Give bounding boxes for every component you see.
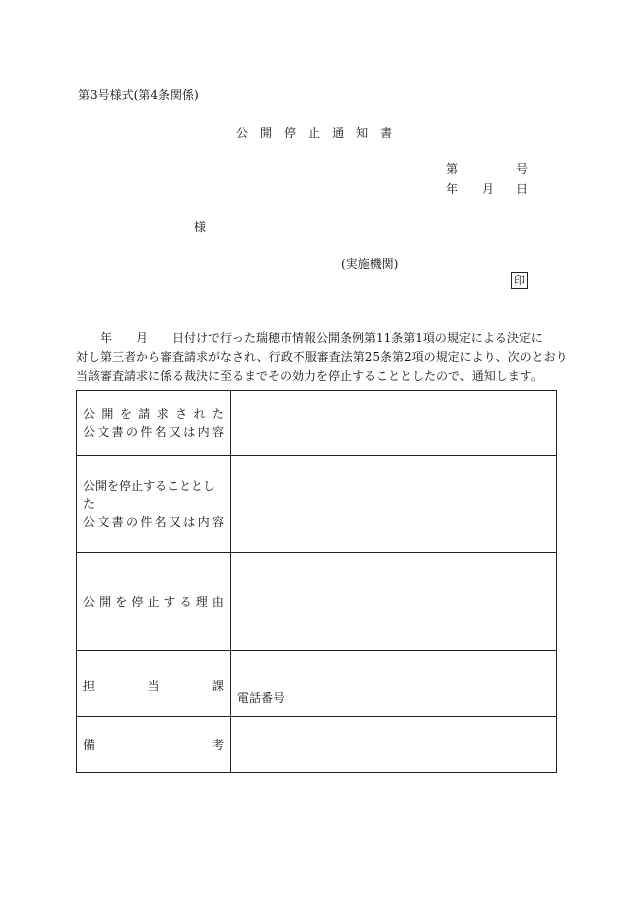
label-char: 開: [101, 407, 114, 421]
label-char: 課: [211, 679, 224, 693]
label-line: [83, 477, 224, 513]
document-title: [236, 124, 404, 141]
label-line: [83, 677, 224, 695]
label-char: 件: [140, 425, 153, 439]
label-line: [83, 513, 224, 531]
value-suspended-documents[interactable]: [231, 456, 557, 553]
date-line: [446, 180, 529, 197]
date-day: 日: [516, 182, 529, 196]
label-char: 書: [111, 515, 124, 529]
label-char: を: [115, 594, 128, 609]
label-char: 公開を停止することとした: [83, 479, 216, 511]
label-char: 容: [211, 425, 224, 439]
value-requested-documents[interactable]: [231, 391, 557, 456]
body-line-2: 対し第三者から審査請求がなされ、行政不服審査法第25条第2項の規定により、次のとおり: [76, 350, 568, 364]
label-char: 又: [168, 425, 181, 439]
addressee-suffix: 様: [194, 220, 207, 234]
title-char: 知: [356, 126, 369, 140]
label-char: 公: [83, 425, 96, 439]
label-char: さ: [175, 407, 188, 421]
label-char: は: [183, 425, 196, 439]
label-char: 公: [83, 515, 96, 529]
label-char: 由: [211, 594, 224, 609]
date-month: 月: [482, 182, 495, 196]
table-row-suspended-documents: [77, 456, 557, 553]
label-char: 理: [195, 594, 208, 609]
date-year: 年: [446, 182, 459, 196]
table-row-requested-documents: [77, 391, 557, 456]
label-char: の: [125, 515, 138, 529]
body-line-1: 年 月 日付けで行った瑞穂市情報公開条例第11条第1項の規定による決定に: [76, 331, 543, 345]
label-char: 文: [97, 425, 110, 439]
label-char: た: [211, 407, 224, 421]
label-char: 公: [83, 594, 96, 609]
title-char: 通: [332, 126, 345, 140]
title-char: 止: [308, 126, 321, 140]
label-suspension-reason: [77, 553, 231, 651]
value-department[interactable]: [231, 651, 557, 717]
number-prefix: 第: [446, 162, 459, 176]
label-char: 担: [83, 679, 96, 693]
label-char: は: [183, 515, 196, 529]
label-char: 内: [197, 425, 210, 439]
label-char: 備: [83, 737, 96, 752]
label-char: 当: [147, 679, 160, 693]
notice-body: [76, 329, 568, 386]
agency-label: (実施機関): [341, 257, 399, 271]
label-char: 求: [156, 407, 169, 421]
title-char: 書: [380, 126, 393, 140]
label-char: 名: [154, 425, 167, 439]
label-char: 公: [83, 407, 96, 421]
label-char: を: [119, 407, 132, 421]
label-char: れ: [193, 407, 206, 421]
label-char: る: [179, 594, 192, 609]
label-char: 停: [131, 594, 144, 609]
label-char: す: [163, 594, 176, 609]
label-char: 書: [111, 425, 124, 439]
form-number: 第3号様式(第4条関係): [78, 88, 199, 102]
title-char: 開: [260, 126, 273, 140]
notice-table: [76, 390, 557, 773]
table-row-suspension-reason: [77, 553, 557, 651]
label-char: 容: [211, 515, 224, 529]
table-row-department: [77, 651, 557, 717]
value-suspension-reason[interactable]: [231, 553, 557, 651]
value-remarks[interactable]: [231, 717, 557, 773]
seal-stamp: 印: [511, 272, 528, 289]
label-char: の: [125, 425, 138, 439]
table-row-remarks: [77, 717, 557, 773]
document-number-line: [446, 160, 529, 177]
label-char: 文: [97, 515, 110, 529]
number-suffix: 号: [516, 162, 529, 176]
label-line: [83, 423, 224, 441]
label-char: 又: [168, 515, 181, 529]
label-char: 請: [138, 407, 151, 421]
label-line: [83, 593, 224, 611]
label-line: [83, 405, 224, 423]
label-char: 考: [211, 737, 224, 752]
label-char: 件: [140, 515, 153, 529]
label-line: [83, 736, 224, 754]
label-requested-documents: [77, 391, 231, 456]
label-remarks: [77, 717, 231, 773]
label-char: 止: [147, 594, 160, 609]
label-char: 内: [197, 515, 210, 529]
label-department: [77, 651, 231, 717]
title-char: 公: [236, 126, 249, 140]
label-char: 名: [154, 515, 167, 529]
label-suspended-documents: [77, 456, 231, 553]
phone-number-label: 電話番号: [237, 691, 286, 705]
title-char: 停: [284, 126, 297, 140]
label-char: 開: [99, 594, 112, 609]
body-line-3: 当該審査請求に係る裁決に至るまでその効力を停止することとしたので、通知します。: [76, 369, 543, 383]
